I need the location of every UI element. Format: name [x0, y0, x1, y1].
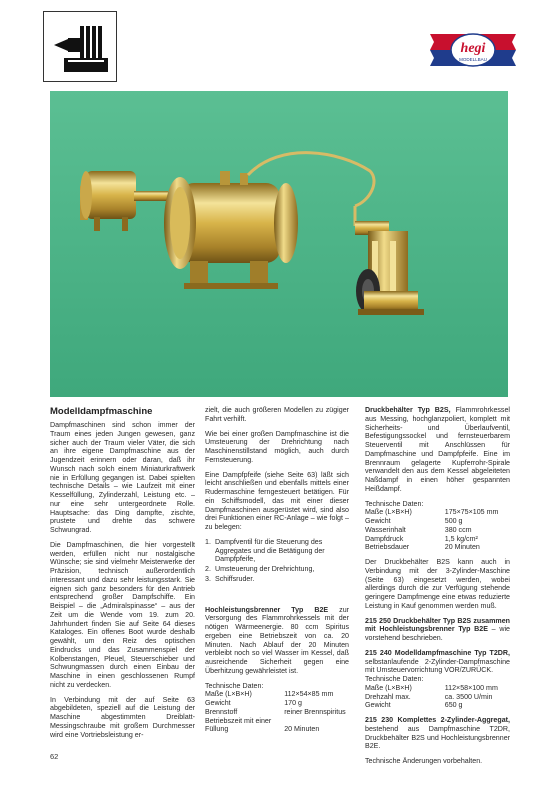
page-number: 62 [50, 752, 59, 761]
table-row: Gewicht 170 g [205, 699, 302, 707]
paragraph: Wie bei einer großen Dampfmaschine ist die Umsteuerung der Drehrichtung nach Maschinenstillstand möglich, auch durch Fernsteuerung. [205, 429, 349, 464]
paragraph: zielt, die auch größeren Modellen zu zügiger Fahrt verhilft. [205, 406, 349, 423]
list-item: 2. Umsteuerung der Drehrichtung, [205, 565, 315, 573]
engine-specs-table [365, 684, 510, 710]
footer-note: Technische Änderungen vorbehalten. [365, 757, 483, 765]
table-row: Maße (L×B×H) 175×75×105 mm [365, 508, 499, 517]
burner-title: Hochleistungsbrenner Typ B2E [205, 605, 329, 614]
specs-label: Technische Daten: [205, 681, 264, 690]
specs-label: Technische Daten: [365, 675, 424, 683]
paragraph: Dampfmaschinen sind schon immer der Traum eines jeden Jungen gewesen, ganz sicher auch der Traum vieler Väter, die sich an ihre eigene Dampfmaschine aus der Jugendzeit erinnern oder daran, daß ihr Wunsch nach solch einem Miniaturkraftwerk nie in Erfüllung gegangen ist. Dabei spielten technische Details – wie Laufzeit mit einer Kesselfüllung, Zylinderzahl, Leistung etc. – nur eine sehr untergeordnete Rolle. Hauptsache: das Ding dampfte, zischte, prustete und drehte das schwere Schwungrad. [50, 421, 195, 534]
table-row: Maße (L×B×H) 112×54×85 mm [205, 690, 334, 699]
table-row: Betriebsdauer 20 Minuten [365, 543, 480, 552]
table-row: Dampfdruck 1,5 kg/cm² [365, 534, 478, 543]
steam-engine-icon-box [43, 11, 117, 82]
paragraph: Eine Dampfpfeife (siehe Seite 63) läßt sich leicht anschließen und ebenfalls mittels einer Rudermaschine ferngesteuert betätigen. Für ein Schiffsmodell, das mit einer dieser Dampfmaschinen ausgerüstet wird, sind also drei Funktionen einer RC-Anlage – wie folgt – zu belegen: [205, 470, 349, 531]
table-row: Gewicht 500 g [365, 517, 463, 525]
paragraph: Die Dampfmaschinen, die hier vorgestellt werden, erfüllen nicht nur nostalgische Wünsche; sie sind vielmehr Meisterwerke der Präzision, technisch außerordentlich interessant und dazu sehr leistungsstark. Sie eignen sich ganz besonders für den Antrieb entsprechend großer Dampfschiffe. Ein Beispiel – die „Admiralspinasse“ – aus der Zeit um die Wende vom 19. zum 20. Jahrhundert finden Sie auf Seite 64 dieses Kataloges. Ein offenes Boot wurde deshalb gewählt, um den Reiz des optischen Eindrucks und das Zusammenspiel der Kolbenstangen, Pleuel, Steuerschieber und Schwungmassen durch einen Einbau der Maschine in einen geschlossenen Rumpf nicht zu verdecken. [50, 540, 195, 689]
tank-paragraph: Druckbehälter Typ B2S, Flammrohrkessel aus Messing, hochglanzpoliert, komplett mit Sicherheits- und Überlaufventil, Befestigungssockel und fernsteuerbarem Steuerventil mit Anschlüssen für Dampfmaschine und Dampfpfeife. Eine im Brennraum gelagerte Kupferrohr-Spirale verwandelt den aus dem Kessel abgeleiteten Naßdampf in einen höher gespannten Heißdampf. [365, 406, 511, 493]
list-item: 3. Schiffsruder. [205, 574, 255, 583]
table-row: Wasserinhalt 380 ccm [365, 525, 472, 534]
table-row: Betriebszeit mit einer Füllung 20 Minuten [205, 716, 320, 734]
column-1 [50, 406, 195, 745]
burner-paragraph: Hochleistungsbrenner Typ B2E zur Versorgung des Flammrohrkessels mit der nötigen Wärmeenergie. 80 ccm Spiritus ergeben eine Betriebszeit von ca. 20 Minuten. Nach Ablauf der 20 Minuten verbleibt noch so viel Wasser im Kessel, daß ausreichende Sicherheit gegen eine Überhitzung gewährleistet ist. [205, 605, 349, 675]
column-2 [205, 406, 349, 740]
item-215230: 215 230 Komplettes 2-Zylinder-Aggregat, bestehend aus Dampfmaschine T2DR, Druckbehälter B2S und Hochleistungsbrenner B2E. [365, 716, 510, 751]
specs-label: Technische Daten: [365, 499, 424, 508]
logo-subtext: MODELLBAU [459, 57, 487, 62]
paragraph: In Verbindung mit der auf Seite 63 abgebildeten, speziell auf die Leistung der Maschine abgestimmten Dreiblatt-Messingschraube mit großem Durchmesser wird eine Vortriebsleistung er- [50, 695, 195, 739]
table-row: Maße (L×B×H) 112×58×100 mm [365, 683, 498, 692]
table-row: Brennstoff reiner Brennspiritus [205, 707, 346, 716]
column-3 [365, 406, 510, 772]
logo-text: hegi [460, 41, 486, 56]
tank-title: Druckbehälter Typ B2S, [365, 406, 451, 414]
steam-engine-icon [44, 12, 116, 81]
table-row: Drehzahl max. ca. 3500 U/min [365, 692, 493, 701]
paragraph: Der Druckbehälter B2S kann auch in Verbindung mit der 3-Zylinder-Maschine (Seite 63) eingesetzt werden, wobei allerdings durch die zur Verfügung stehende geringere Dampfmenge eine etwas reduzierte Leistung in Kauf genommen werden muß. [365, 558, 510, 610]
steam-engine-photo [50, 91, 508, 397]
table-row: Gewicht 650 g [365, 701, 463, 710]
tank-specs-table [365, 508, 510, 552]
section-heading: Modelldampfmaschine [50, 406, 153, 417]
item-215250: 215 250 Druckbehälter Typ B2S zusammen mit Hochleistungsbrenner Typ B2E – wie vorstehend beschrieben. [365, 616, 510, 642]
function-list [205, 538, 349, 584]
list-item: 1. Dampfventil für die Steuerung des Aggregates und die Betätigung der Dampfpfeife, [205, 537, 325, 564]
burner-specs-table [205, 690, 349, 734]
hegi-modellbau-logo [428, 30, 518, 70]
item-215240: 215 240 Modelldampfmaschine Typ T2DR, selbstanlaufende 2-Zylinder-Dampfmaschine mit Umsteuervorrichtung VOR/ZURÜCK. [365, 648, 510, 675]
